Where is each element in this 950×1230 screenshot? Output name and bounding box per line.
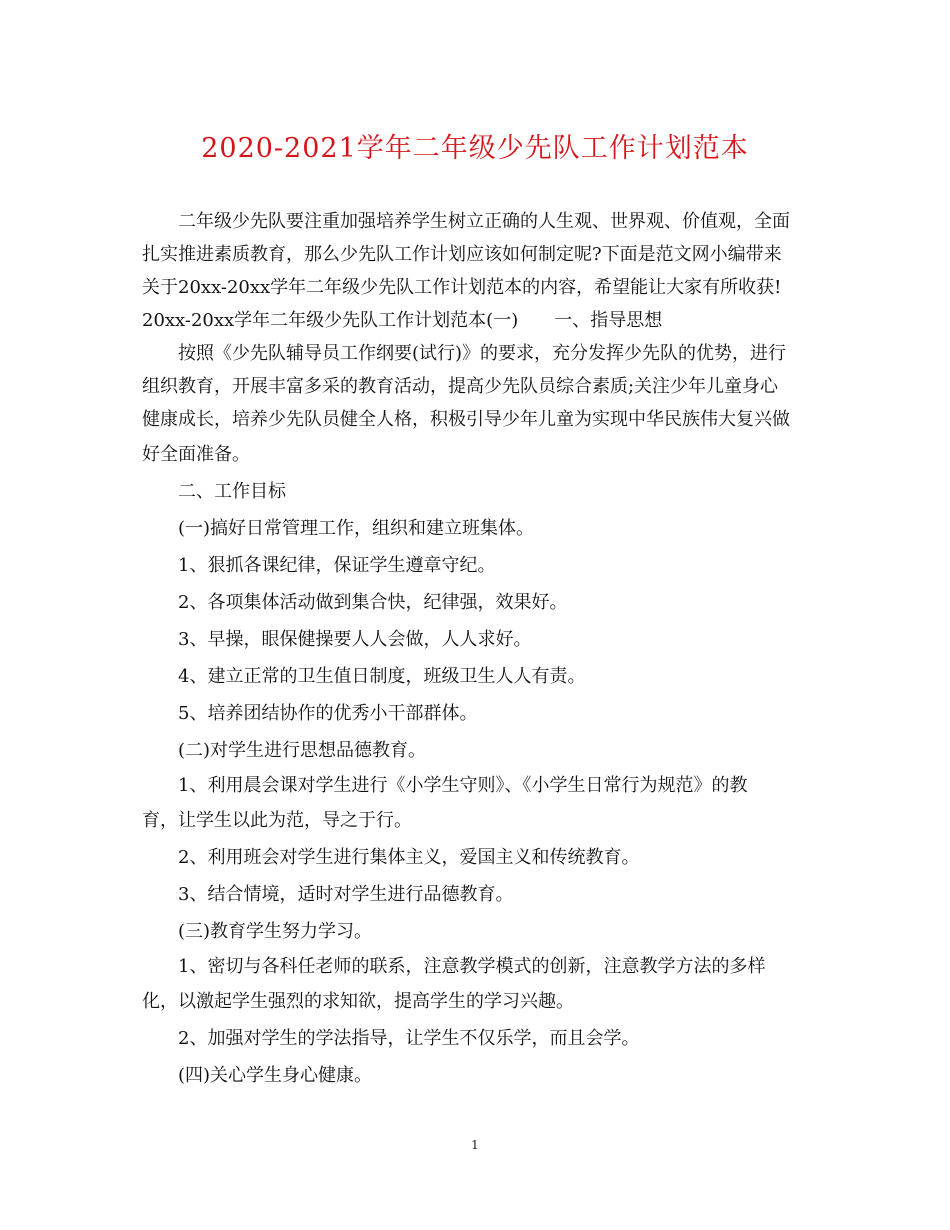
- goal-two-item-1-line-2: 育，让学生以此为范，导之于行。: [142, 810, 412, 831]
- guiding-line-1: 按照《少先队辅导员工作纲要(试行)》的要求，充分发挥少先队的优势，进行: [178, 343, 787, 364]
- plan-heading-line: [142, 304, 814, 337]
- goal-two-item-3: 3、结合情境，适时对学生进行品德教育。: [178, 884, 514, 905]
- section-two-heading: 二、工作目标: [178, 481, 286, 502]
- guiding-line-2: 组织教育，开展丰富多采的教育活动，提高少先队员综合素质;关注少年儿童身心: [142, 376, 779, 397]
- goal-three-item-1-line-2: 化，以激起学生强烈的求知欲，提高学生的学习兴趣。: [142, 991, 574, 1012]
- goal-one-item-1: 1、狠抓各课纪律，保证学生遵章守纪。: [178, 555, 496, 576]
- goal-one-item-3: 3、早操，眼保健操要人人会做，人人求好。: [178, 629, 532, 650]
- goal-one-heading: (一)搞好日常管理工作，组织和建立班集体。: [178, 518, 535, 539]
- page-number: 1: [471, 1138, 479, 1152]
- plan-heading: 20xx-20xx学年二年级少先队工作计划范本(一): [142, 310, 519, 331]
- section-one-heading: 一、指导思想: [554, 310, 663, 331]
- guiding-line-4: 好全面准备。: [142, 444, 250, 465]
- goal-one-item-5: 5、培养团结协作的优秀小干部群体。: [178, 703, 478, 724]
- goal-three-item-2: 2、加强对学生的学法指导，让学生不仅乐学，而且会学。: [178, 1028, 640, 1049]
- goal-two-item-2: 2、利用班会对学生进行集体主义，爱国主义和传统教育。: [178, 847, 640, 868]
- goal-three-item-1-line-1: 1、密切与各科任老师的联系，注意教学模式的创新，注意教学方法的多样: [178, 956, 766, 977]
- intro-line-1: 二年级少先队要注重加强培养学生树立正确的人生观、世界观、价值观，全面: [178, 211, 790, 232]
- goal-two-item-1-line-1: 1、利用晨会课对学生进行《小学生守则》、《小学生日常行为规范》的教: [178, 775, 748, 796]
- intro-line-2: 扎实推进素质教育，那么少先队工作计划应该如何制定呢?下面是范文网小编带来: [142, 244, 782, 265]
- goal-two-heading: (二)对学生进行思想品德教育。: [178, 740, 427, 761]
- document-title: 2020-2021学年二年级少先队工作计划范本: [201, 133, 749, 164]
- intro-line-3: 关于20xx-20xx学年二年级少先队工作计划范本的内容，希望能让大家有所收获!: [142, 277, 782, 298]
- goal-three-heading: (三)教育学生努力学习。: [178, 921, 373, 942]
- document-body: [142, 205, 814, 1094]
- goal-four-heading: (四)关心学生身心健康。: [178, 1065, 373, 1086]
- goal-one-item-2: 2、各项集体活动做到集合快，纪律强，效果好。: [178, 592, 568, 613]
- goal-one-item-4: 4、建立正常的卫生值日制度，班级卫生人人有责。: [178, 666, 586, 687]
- guiding-line-3: 健康成长，培养少先队员健全人格，积极引导少年儿童为实现中华民族伟大复兴做: [142, 409, 790, 430]
